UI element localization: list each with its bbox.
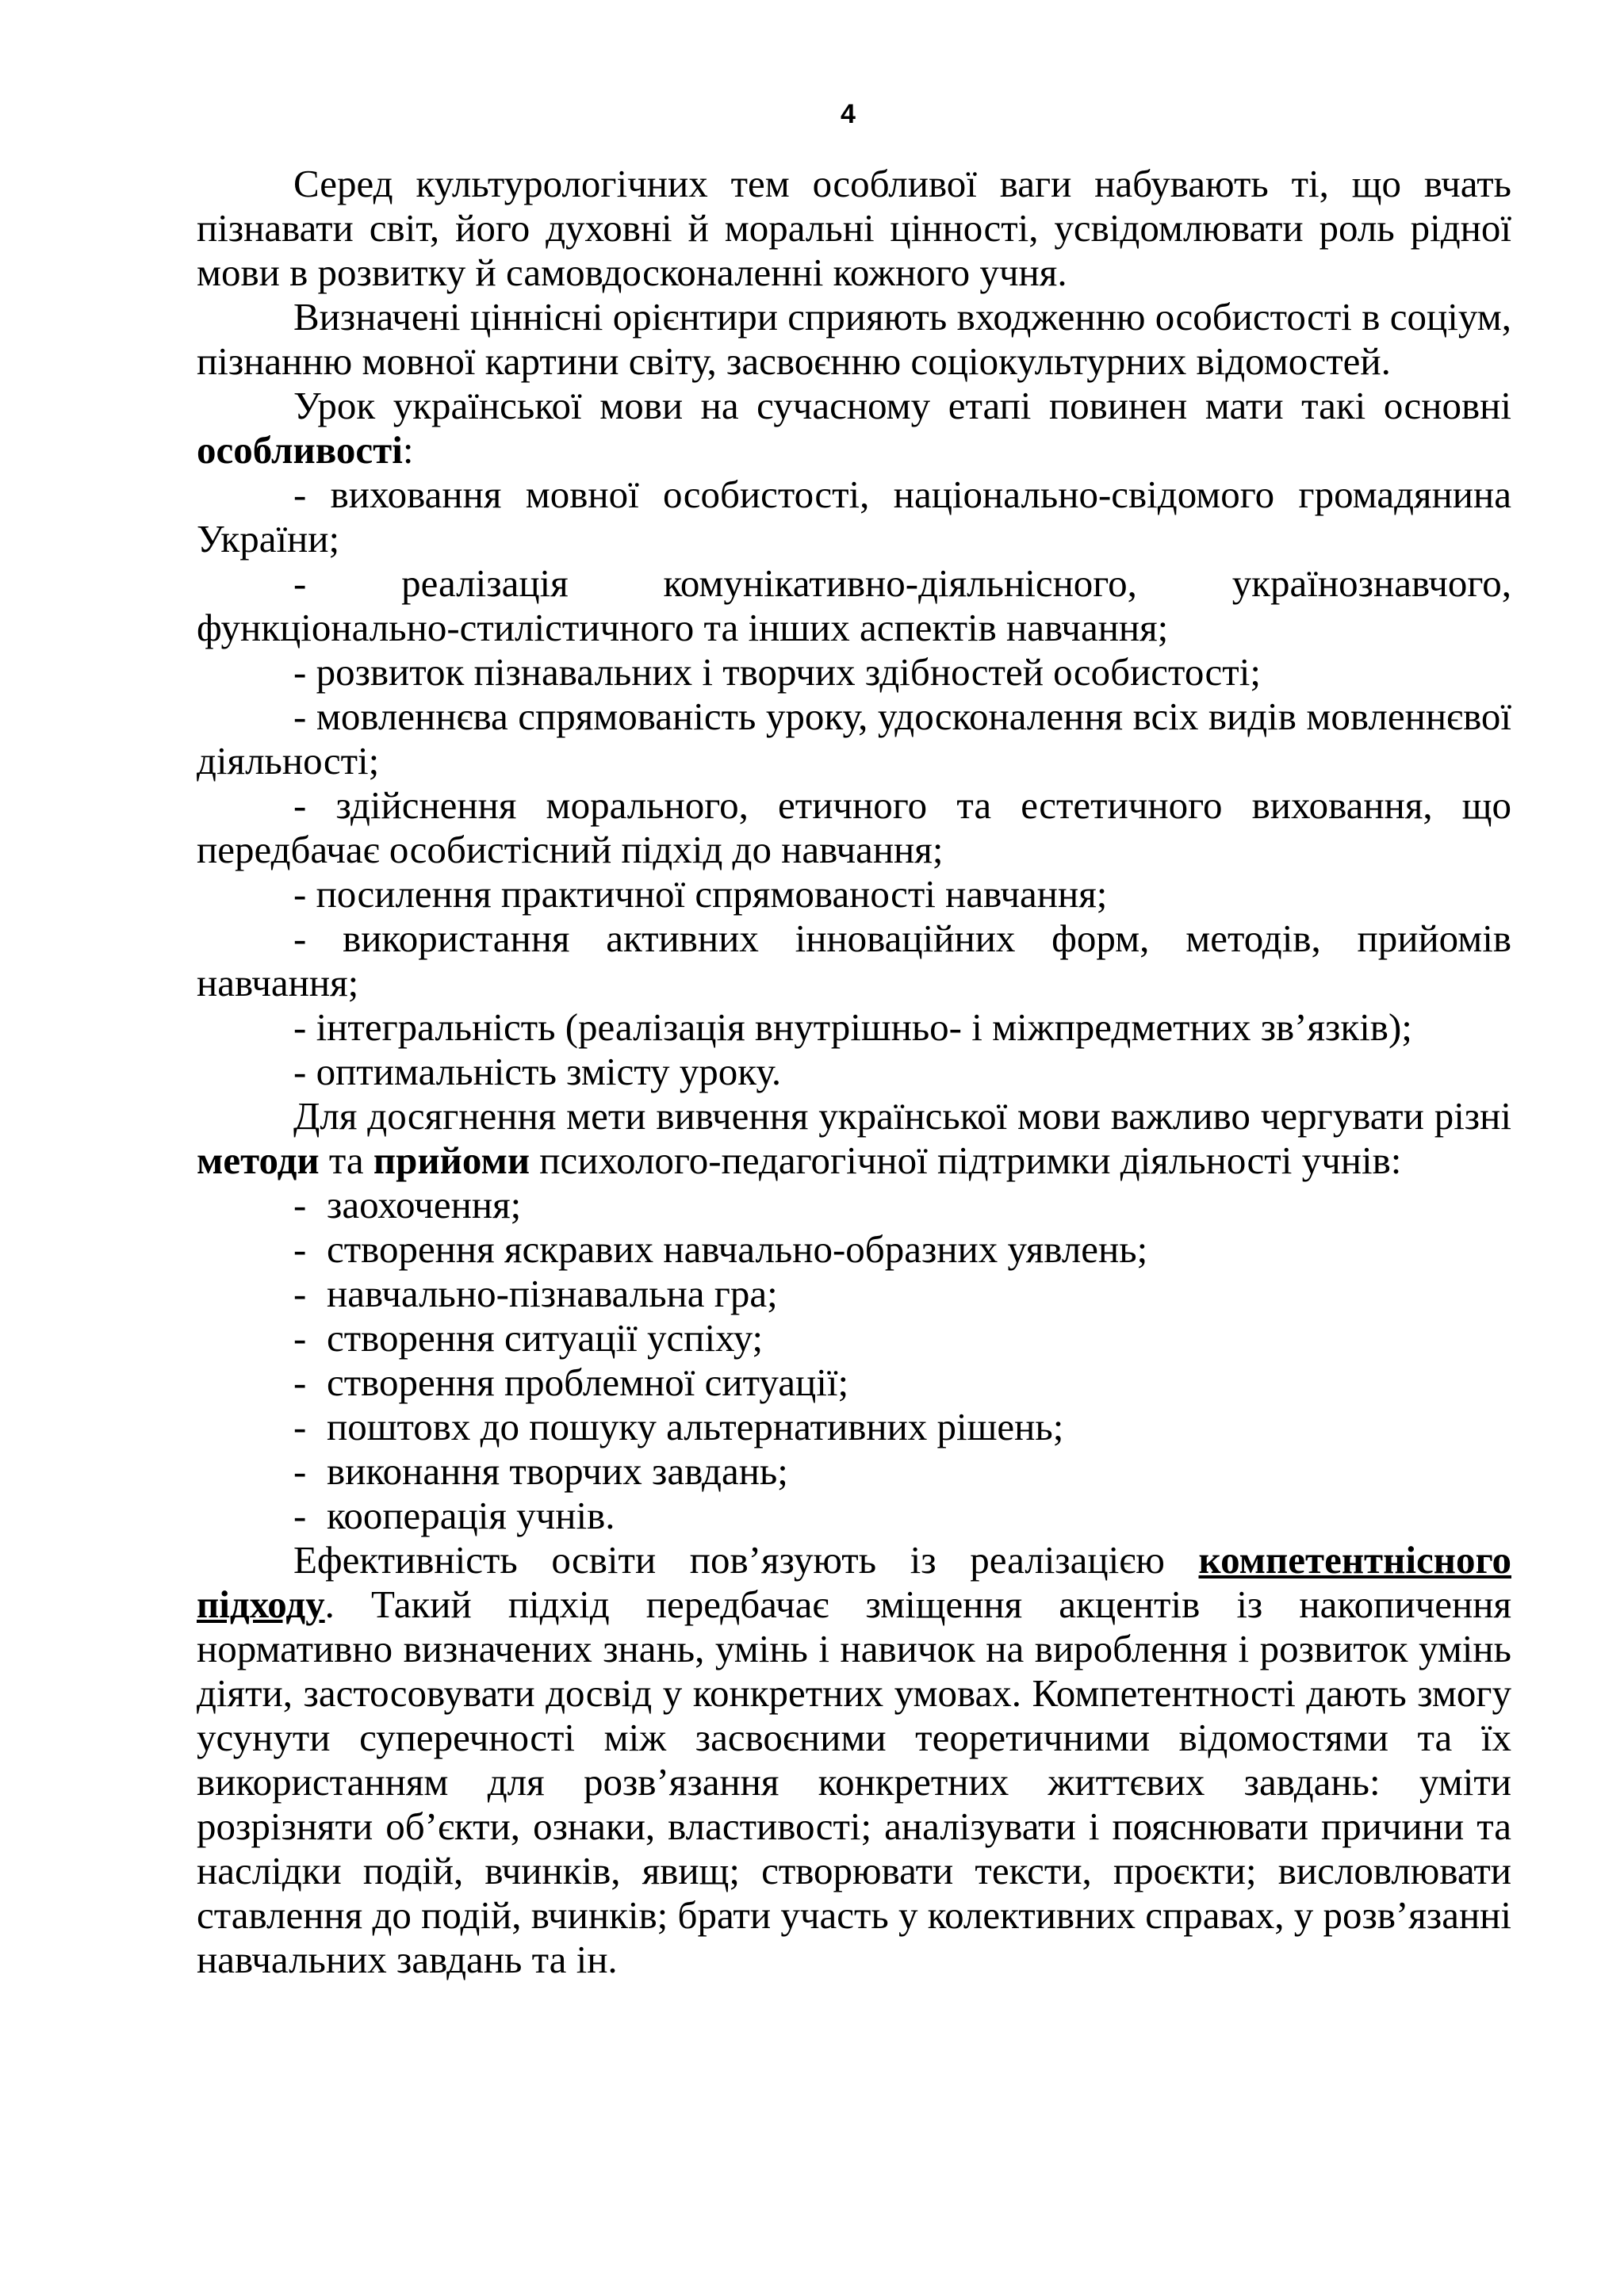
feature-item: - розвиток пізнавальних і творчих здібностей особистості; xyxy=(293,650,1261,694)
techniques-keyword: прийоми xyxy=(373,1138,530,1182)
page-number: 4 xyxy=(841,99,856,129)
methods-keyword: методи xyxy=(197,1138,320,1182)
method-item xyxy=(197,1360,1511,1405)
feature-item: - оптимальність змісту уроку. xyxy=(293,1050,782,1093)
methods-and-text: та xyxy=(328,1138,364,1182)
method-dash: - xyxy=(293,1405,307,1448)
method-item xyxy=(197,1183,1511,1227)
competence-intro-text: Ефективність освіти пов’язують із реалізацією xyxy=(293,1538,1165,1582)
feature-item: - інтегральність (реалізація внутрішньо- і міжпредметних зв’язків); xyxy=(293,1005,1412,1049)
method-item xyxy=(197,1405,1511,1449)
competence-body-text: . Такий підхід передбачає зміщення акцентів із накопичення нормативно визначених знань, умінь і навичок на вироблення і розвиток умінь діяти, застосовувати досвід у конкретних умовах. Компетентності дають змогу усунути суперечності між засвоєними теоретичними відомостями та їх використанням для розв’язання конкретних життєвих завдань: уміти розрізняти об’єкти, ознаки, властивості; аналізувати і пояснювати причини та наслідки подій, вчинків, явищ; створювати тексти, проєкти; висловлювати ставлення до подій, вчинків; брати участь у колективних справах, у розв’язанні навчальних завдань та ін. xyxy=(197,1582,1511,1981)
feature-item: - посилення практичної спрямованості навчання; xyxy=(293,872,1108,916)
method-item xyxy=(197,1316,1511,1360)
methods-intro-text: Для досягнення мети вивчення української мови важливо чергувати різні xyxy=(293,1094,1511,1138)
method-item-text: навчально-пізнавальна гра; xyxy=(327,1272,778,1315)
paragraph-culturological-topics: Серед культурологічних тем особливої ваги набувають ті, що вчать пізнавати світ, його духовні й моральні цінності, усвідомлювати роль рідної мови в розвитку й самовдосконаленні кожного учня. xyxy=(197,162,1511,294)
methods-intro-end: психолого-педагогічної підтримки діяльності учнів: xyxy=(539,1138,1402,1182)
lesson-features-intro-text: Урок української мови на сучасному етапі повинен мати такі основні xyxy=(293,384,1511,427)
method-dash: - xyxy=(293,1316,307,1360)
method-dash: - xyxy=(293,1272,307,1315)
competence-keyword: компетентнісного підходу xyxy=(197,1538,1511,1626)
method-dash: - xyxy=(293,1183,307,1226)
feature-item: - використання активних інноваційних форм, методів, прийомів навчання; xyxy=(197,916,1511,1004)
method-item-text: поштовх до пошуку альтернативних рішень; xyxy=(327,1405,1064,1448)
method-item xyxy=(197,1449,1511,1494)
method-item xyxy=(197,1494,1511,1538)
method-dash: - xyxy=(293,1360,307,1404)
paragraph-methods-intro xyxy=(197,1094,1511,1183)
method-item xyxy=(197,1272,1511,1316)
paragraph-lesson-features-intro xyxy=(197,384,1511,473)
method-item-text: кооперація учнів. xyxy=(327,1494,615,1537)
features-keyword: особливості xyxy=(197,428,403,472)
document-body xyxy=(197,162,1511,1982)
feature-item: - реалізація комунікативно-діяльнісного, українознавчого, функціонально-стилістичного та інших аспектів навчання; xyxy=(197,561,1511,649)
method-dash: - xyxy=(293,1227,307,1271)
feature-item: - виховання мовної особистості, національно-свідомого громадянина України; xyxy=(197,473,1511,561)
features-colon: : xyxy=(402,428,414,472)
method-item-text: створення проблемної ситуації; xyxy=(327,1360,849,1404)
method-dash: - xyxy=(293,1449,307,1493)
method-item xyxy=(197,1227,1511,1272)
method-item-text: виконання творчих завдань; xyxy=(327,1449,788,1493)
method-item-text: створення ситуації успіху; xyxy=(327,1316,764,1360)
method-dash: - xyxy=(293,1494,307,1537)
feature-item: - здійснення морального, етичного та естетичного виховання, що передбачає особистісний підхід до навчання; xyxy=(197,783,1511,871)
method-item-text: заохочення; xyxy=(327,1183,522,1226)
feature-item: - мовленнєва спрямованість уроку, удосконалення всіх видів мовленнєвої діяльності; xyxy=(197,695,1511,783)
method-item-text: створення яскравих навчально-образних уявлень; xyxy=(327,1227,1148,1271)
paragraph-competence-approach xyxy=(197,1538,1511,1982)
paragraph-value-orientations: Визначені ціннісні орієнтири сприяють входженню особистості в соціум, пізнанню мовної картини світу, засвоєнню соціокультурних відомостей. xyxy=(197,295,1511,383)
